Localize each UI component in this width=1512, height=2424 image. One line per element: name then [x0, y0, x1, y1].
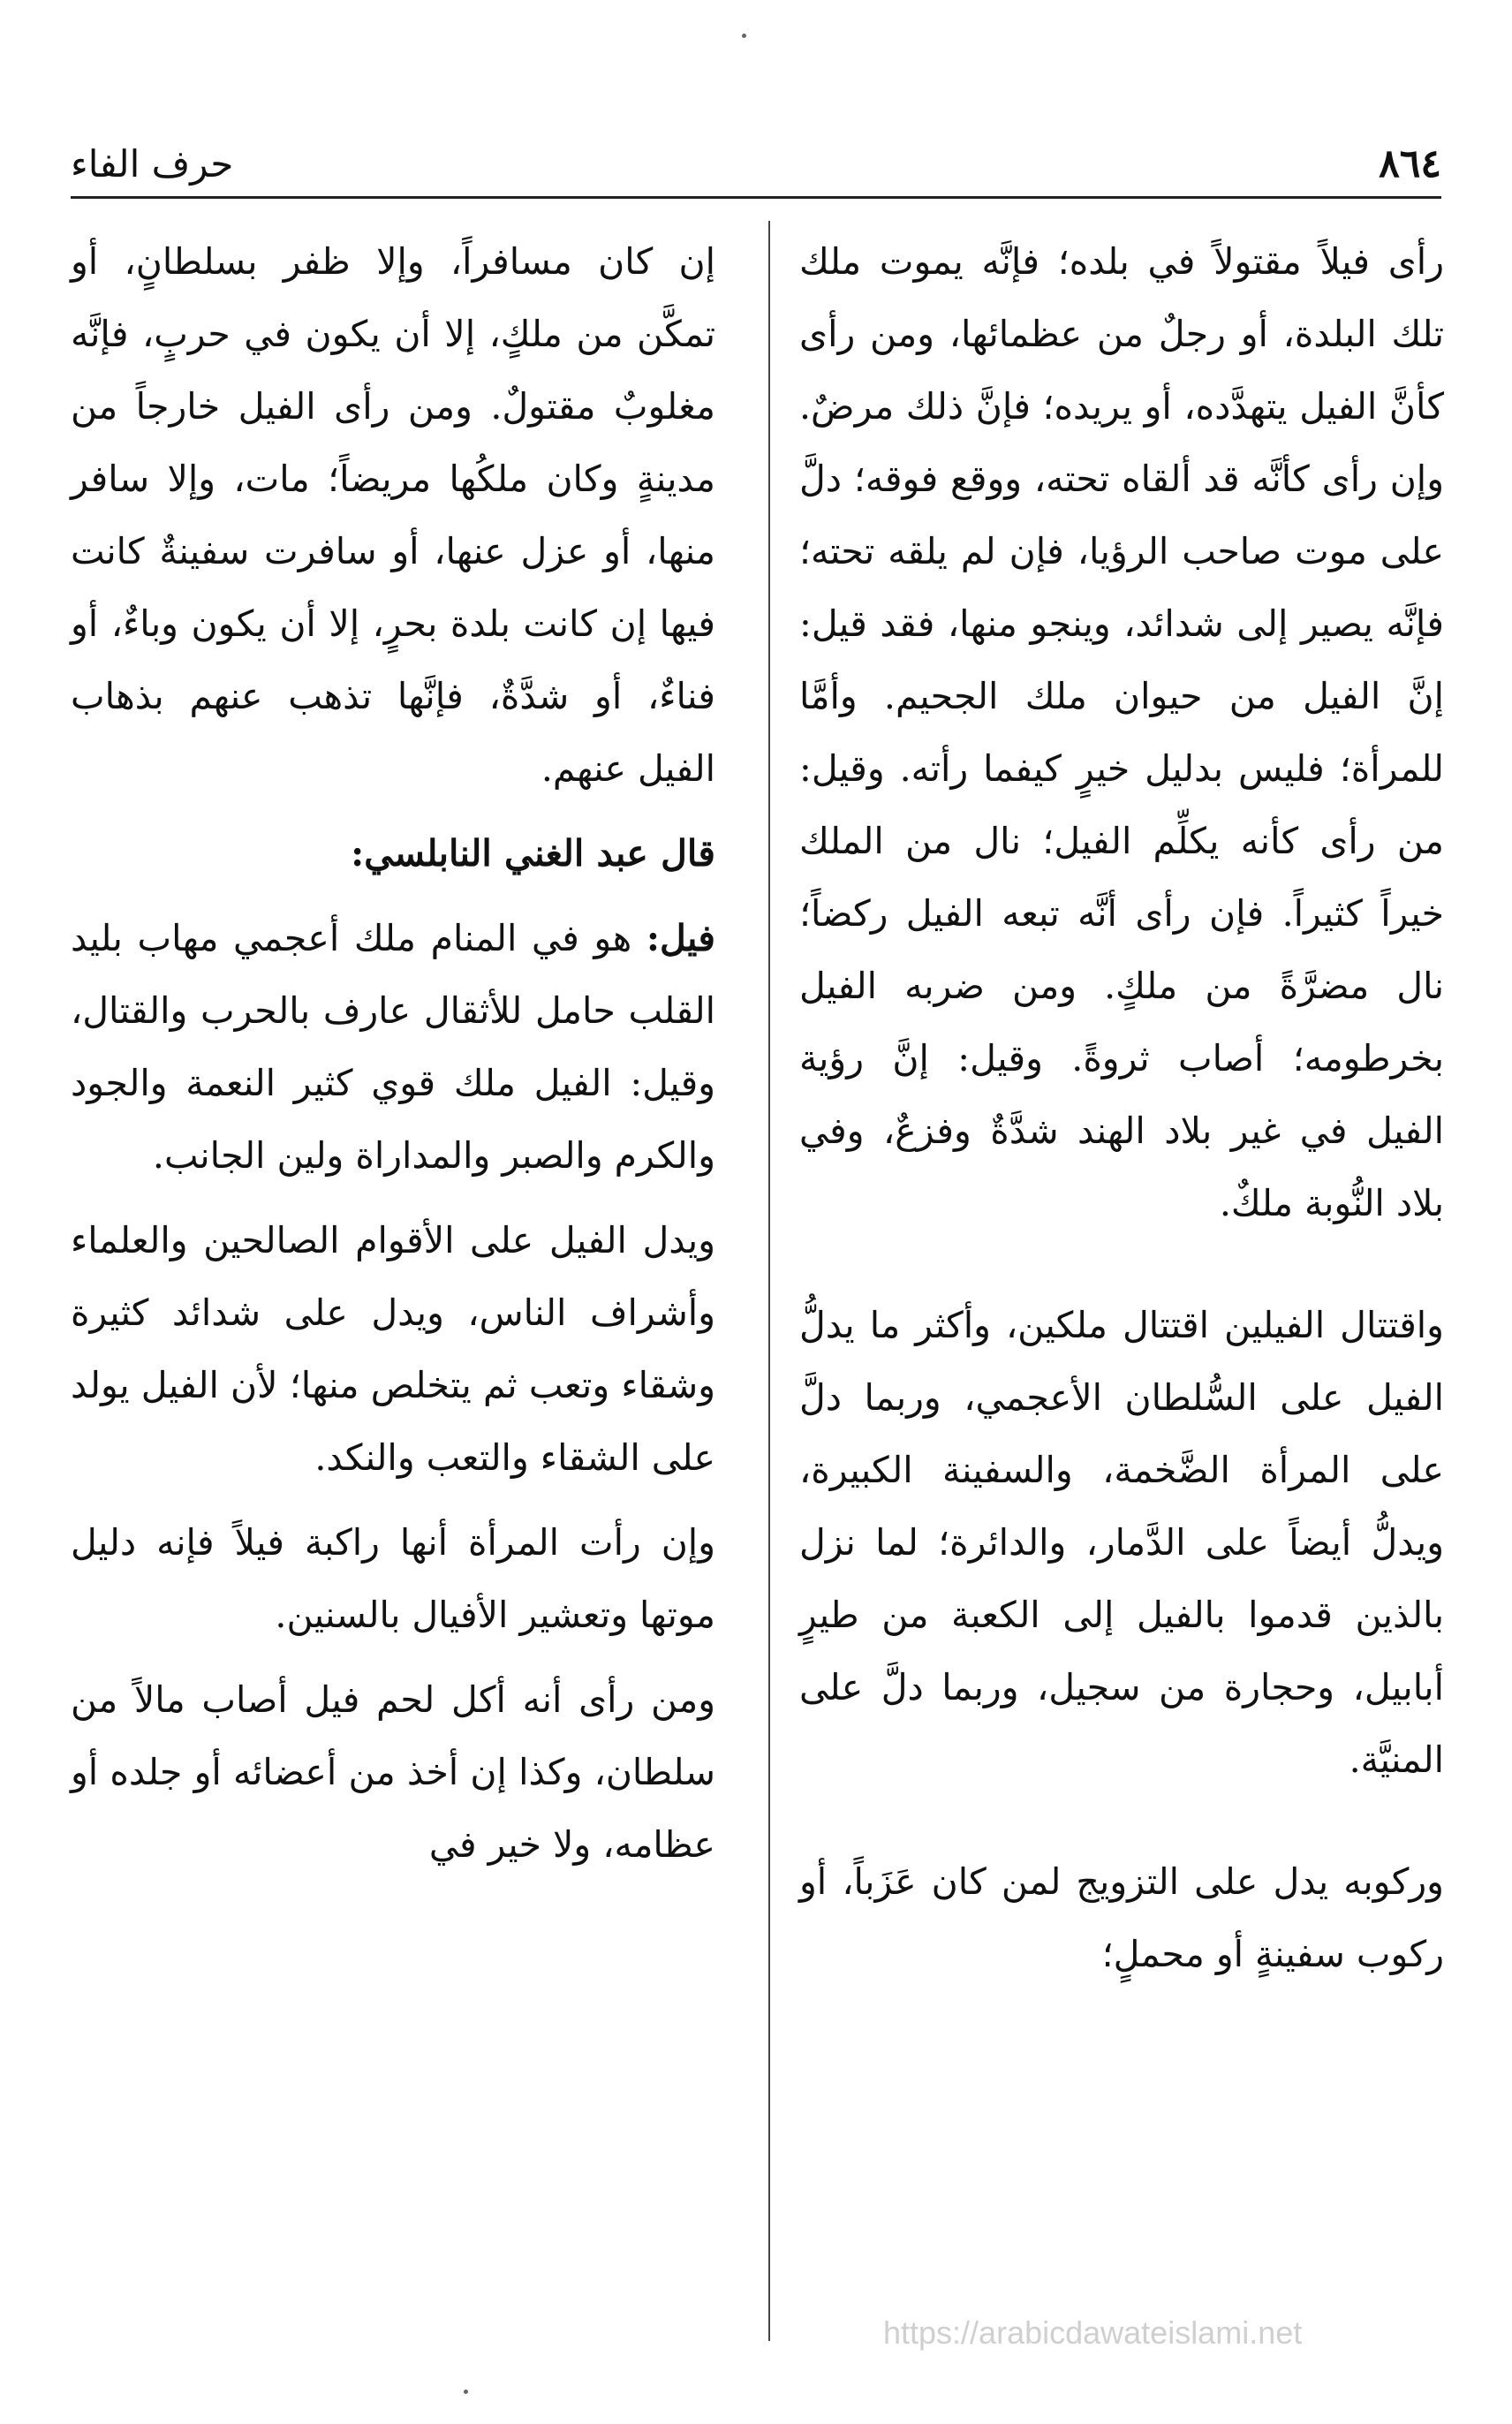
entry-body: هو في المنام ملك أعجمي مهاب بليد القلب حامل للأثقال عارف بالحرب والقتال، وقيل: الفيل ملك قوي كثير النعمة والجود والكرم والصبر والمداراة ولين الجانب.	[71, 917, 715, 1177]
page-header	[71, 133, 1441, 194]
left-paragraph-5: ومن رأى أنه أكل لحم فيل أصاب مالاً من سلطان، وكذا إن أخذ من أعضائه أو جلده أو عظامه، ولا خير في	[71, 1678, 715, 1866]
scan-speck-top	[742, 34, 746, 38]
left-column	[71, 225, 715, 2345]
left-paragraph-3: ويدل الفيل على الأقوام الصالحين والعلماء وأشراف الناس، ويدل على شدائد كثيرة وشقاء وتعب ثم يتخلص منها؛ لأن الفيل يولد على الشقاء والتعب والنكد.	[71, 1219, 715, 1479]
scan-speck-bottom	[464, 2390, 468, 2394]
right-paragraph-1: رأى فيلاً مقتولاً في بلده؛ فإنَّه يموت ملك تلك البلدة، أو رجلٌ من عظمائها، ومن رأى كأنَّ الفيل يتهدَّده، أو يريده؛ فإنَّ ذلك مرضٌ. وإن رأى كأنَّه قد ألقاه تحته، ووقع فوقه؛ دلَّ على موت صاحب الرؤيا، فإن لم يلقه تحته؛ فإنَّه يصير إلى شدائد، وينجو منها، فقد قيل: إنَّ الفيل من حيوان ملك الجحيم. وأمَّا للمرأة؛ فليس بدليل خيرٍ كيفما رأته. وقيل: من رأى كأنه يكلِّم الفيل؛ نال من الملك خيراً كثيراً. فإن رأى أنَّه تبعه الفيل ركضاً؛ نال مضرَّةً من ملكٍ. ومن ضربه الفيل بخرطومه؛ أصاب ثروةً. وقيل: إنَّ رؤية الفيل في غير بلاد الهند شدَّةٌ وفزعٌ، وفي بلاد النُّوبة ملكٌ.	[799, 240, 1444, 1224]
left-paragraph-2	[71, 902, 715, 1192]
right-paragraph-2: واقتتال الفيلين اقتتال ملكين، وأكثر ما يدلُّ الفيل على السُّلطان الأعجمي، وربما دلَّ على المرأة الضَّخمة، والسفينة الكبيرة، ويدلُّ أيضاً على الدَّمار، والدائرة؛ لما نزل بالذين قدموا بالفيل إلى الكعبة من طيرٍ أبابيل، وحجارة من سجيل، وربما دلَّ على المنيَّة.	[799, 1304, 1444, 1781]
section-heading: قال عبد الغني النابلسي:	[351, 832, 715, 875]
column-divider	[768, 221, 770, 2341]
chapter-title: حرف الفاء	[71, 141, 234, 186]
page-number: ٨٦٤	[1379, 140, 1441, 186]
header-rule	[71, 196, 1441, 199]
right-column	[799, 225, 1444, 2345]
right-paragraph-3: وركوبه يدل على التزويج لمن كان عَزَباً، أو ركوب سفينةٍ أو محملٍ؛	[799, 1860, 1444, 1975]
left-paragraph-4: وإن رأت المرأة أنها راكبة فيلاً فإنه دليل موتها وتعشير الأفيال بالسنين.	[71, 1521, 715, 1636]
watermark-url: https://arabicdawateislami.net	[883, 2314, 1303, 2351]
entry-term: فيل:	[646, 917, 715, 959]
left-paragraph-1: إن كان مسافراً، وإلا ظفر بسلطانٍ، أو تمكَّن من ملكٍ، إلا أن يكون في حربٍ، فإنَّه مغلوبٌ مقتولٌ. ومن رأى الفيل خارجاً من مدينةٍ وكان ملكُها مريضاً؛ مات، وإلا سافر منها، أو عزل عنها، أو سافرت سفينةٌ كانت فيها إن كانت بلدة بحرٍ، إلا أن يكون وباءٌ، أو فناءٌ، أو شدَّةٌ، فإنَّها تذهب عنهم بذهاب الفيل عنهم.	[71, 240, 715, 790]
